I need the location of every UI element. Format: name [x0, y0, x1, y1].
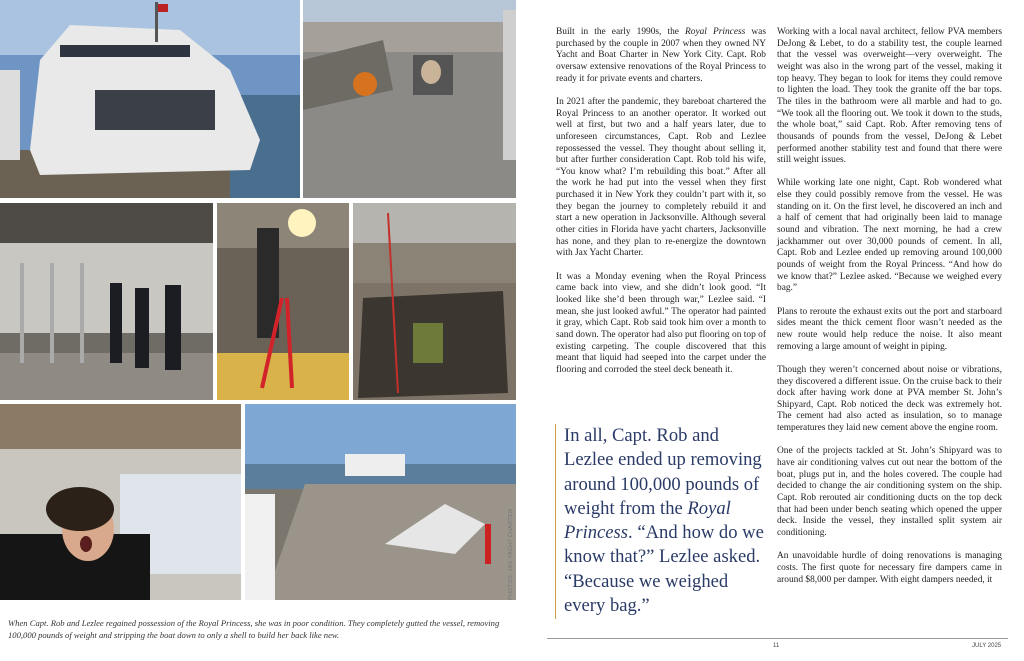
photo-upper-deck	[245, 404, 516, 600]
photo-yacht-docked	[0, 0, 300, 198]
paragraph: Plans to reroute the exhaust exits out the port and starboard sides meant the thick cement floor wasn’t needed as the new route would help reduce the noise. It also meant removing a large amount of weight in piping.	[777, 306, 1002, 352]
photo-lezlee-shock	[0, 404, 241, 600]
paragraph: One of the projects tackled at St. John’s Shipyard was to have air conditioning valves cut out near the bottom of the boat, plugs put in, and the holes covered. The couple had decided to change the air conditioning system on the ship. Capt. Rob rerouted air conditioning ducts on the top deck that had been under bench seating which opened the upper deck. Inside the vessel, they installed split system air conditioning.	[777, 446, 1002, 538]
paragraph: Working with a local naval architect, fellow PVA members DeJong & Lebet, to do a stability test, the couple learned that the vessel was overweight—very overweight. The weight was also in the wrong part of the vessel, making it top heavy. They began to look for items they could remove to lighten the load. They took the granite off the bar tops. The tiles in the bathroom were all marble and had to go. “We took all the flooring out. We took it down to the studs, the whole boat,” said Capt. Rob. After removing tens of thousands of pounds from the vessel, DeJong & Lebet performed another stability test and found that there were still weight issues.	[777, 27, 1002, 166]
paragraph: An unavoidable hurdle of doing renovations is managing costs. The first quote for necessary fire dampers came in around $8,000 per damper. With eight dampers needed, it	[777, 551, 1002, 585]
pull-quote: In all, Capt. Rob and Lezlee ended up removing around 100,000 pounds of weight from the Royal Princess. “And how do we know that?” Lezlee asked. “Because we weighed every bag.”	[555, 424, 767, 619]
photo-engine-hatch	[353, 203, 516, 400]
paragraph: It was a Monday evening when the Royal Princess came back into view, and she didn’t look good. “It looked like she’d been through war,” Lezlee said. “I mean, she just looked awful.” The operator had painted it gray, which Capt. Rob said took him over a month to sand down. The operator had also put flooring on top of existing carpeting. The couple discovered that this meant that liquid had seeped into the carpet under the flooring and corroded the steel deck beneath it.	[556, 271, 766, 375]
photo-welder-ladder	[217, 203, 349, 400]
photo-gutted-interior	[0, 203, 213, 400]
photo-credit: PHOTOS: JAX YACHT CHARTER	[508, 508, 514, 600]
paragraph: While working late one night, Capt. Rob wondered what else they could possibly remove from the vessel. He was standing on it. On the first level, he discovered an inch and a half of cement that had originally been laid to manage sound and vibration. The next morning, he had a crew jackhammer out over 30,000 pounds of cement. In all, Capt. Rob and Lezlee ended up removing around 100,000 pounds of weight from the Royal Princess. “And how do we know that?” Lezlee asked. “Because we weighed every bag.”	[777, 178, 1002, 294]
footer-rule	[547, 638, 1008, 639]
paragraph: Built in the early 1990s, the Royal Princess was purchased by the couple in 2007 when they owned NY Yacht and Boat Charter in New York City. Capt. Rob oversaw extensive renovations of the Royal Princess to ready it for private events and charters.	[556, 27, 766, 84]
page-number: 11	[773, 643, 780, 649]
paragraph: Though they weren’t concerned about noise or vibrations, they discovered a different issue. On the cruise back to their dock after having work done at PVA member St. John’s Shipyard, Capt. Rob noticed the deck was extremely hot. The cement had also acted as insulation, so to manage temperatures they laid new cement above the engine room.	[777, 364, 1003, 434]
article-column-1	[556, 27, 766, 388]
article-column-2	[777, 27, 1002, 598]
paragraph: In 2021 after the pandemic, they bareboat chartered the Royal Princess to an another operator. It worked out well at first, but two and a half years later, due to unforeseen circumstances, Capt. Rob and Lezlee repossessed the vessel. They thought about selling it, but after further consideration Capt. Rob told his wife, “You know what? I’m rebuilding this boat.” After all the work he had put into the vessel when they first purchased it in New York they couldn’t part with it, so they began the journey to completely rebuild it and start a new operation in Jacksonville. Although several other cities in Florida have yacht charters, Jacksonville has none, and they plan to re-energize the downtown with Jax Yacht Charter.	[556, 96, 766, 259]
photo-deck-work	[303, 0, 516, 198]
issue-date: JULY 2025	[972, 643, 1002, 649]
photo-caption: When Capt. Rob and Lezlee regained possession of the Royal Princess, she was in poor condition. They completely gutted the vessel, removing 100,000 pounds of weight and stripping the boat down to only a shell to build her back like new.	[8, 618, 500, 640]
